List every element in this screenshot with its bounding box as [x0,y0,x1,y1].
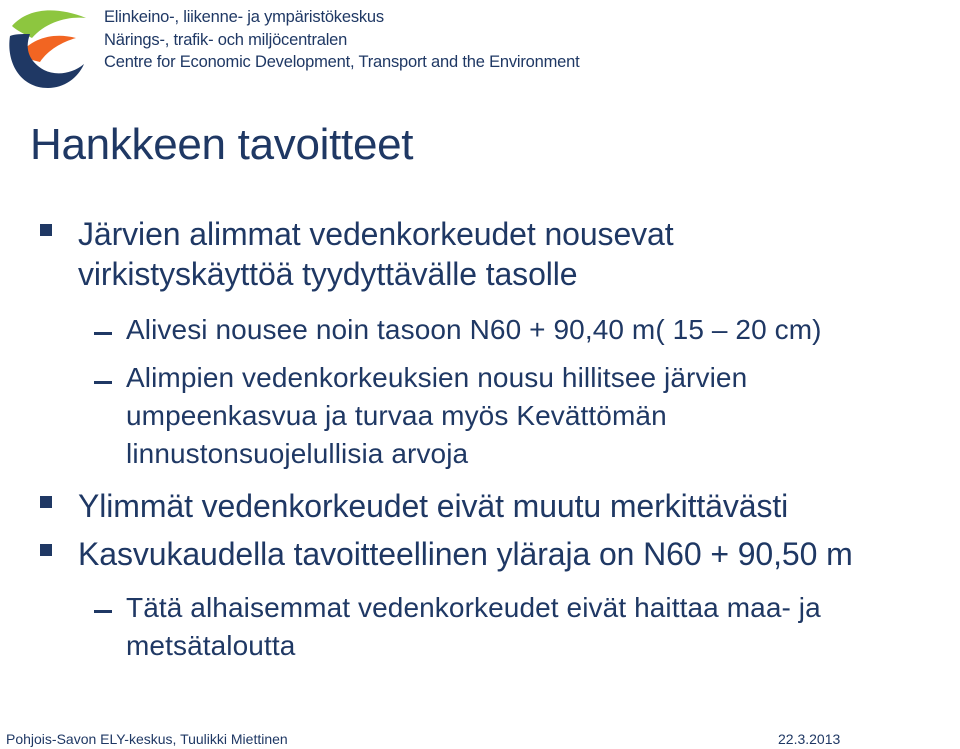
ely-logo [6,4,88,90]
org-name-finnish: Elinkeino-, liikenne- ja ympäristökeskus [104,8,384,26]
sub-bullet-1-2: Alimpien vedenkorkeuksien nousu hillitsee järvien umpeenkasvua ja turvaa myös Kevättömän linnustonsuojelullisia arvoja [126,362,748,469]
bullet-3: Kasvukaudella tavoitteellinen yläraja on N60 + 90,50 m [78,536,853,572]
dash-icon [94,332,112,335]
bullet-square-icon [40,544,52,556]
footer-date: 22.3.2013 [778,731,841,747]
sub-bullet-1-1: Alivesi nousee noin tasoon N60 + 90,40 m( 15 – 20 cm) [126,314,822,345]
organisation-names [104,6,580,74]
org-name-english: Centre for Economic Development, Transport and the Environment [104,53,580,71]
slide-title: Hankkeen tavoitteet [30,120,414,169]
bullet-2: Ylimmät vedenkorkeudet eivät muutu merkittävästi [78,488,789,524]
org-name-swedish: Närings-, trafik- och miljöcentralen [104,30,348,49]
sub-bullet-3-1: Tätä alhaisemmat vedenkorkeudet eivät haittaa maa- ja metsätaloutta [126,592,821,661]
bullet-square-icon [40,224,52,236]
logo-green-leaf [12,10,86,38]
bullet-square-icon [40,496,52,508]
bullet-1: Järvien alimmat vedenkorkeudet nousevat virkistyskäyttöä tyydyttävälle tasolle [78,216,674,292]
dash-icon [94,610,112,613]
footer-author: Pohjois-Savon ELY-keskus, Tuulikki Miettinen [6,731,288,747]
dash-icon [94,381,112,384]
